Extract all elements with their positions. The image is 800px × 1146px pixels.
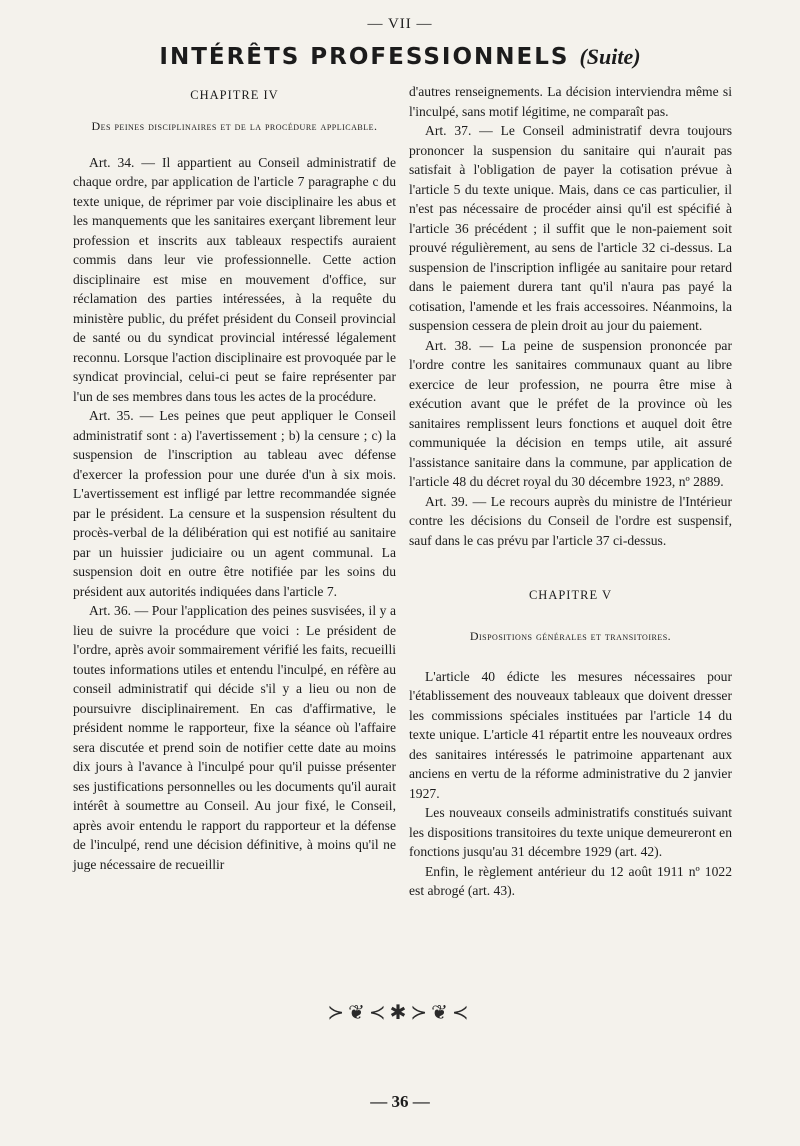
article-37: Art. 37. — Le Conseil administratif devra toujours prononcer la suspension du sanitaire qui n'aurait pas satisfait à l'obligation de payer la cotisation prévue à l'article 5 du texte unique. Mais, dans ce cas particulier, il n'est pas nécessaire de procéder ainsi qu'il est spécifié à l'article 36 précédent ; il suffit que le non-paiement soit prouvé régulièrement, au sens de l'article 32 ci-dessus. La suspension de l'inscription infligée au sanitaire pour retard dans le paiement durera tant qu'il n'aura pas payé la cotisation, l'amende et les frais accessoires. Néanmoins, la suspension cessera de plein droit au jour du paiement. <box>409 123 732 333</box>
article-42: Les nouveaux conseils administratifs constitués suivant les dispositions transitoires du texte unique demeureront en fonctions jusqu'au 31 décembre 1929 (art. 42). <box>409 805 732 859</box>
chapter-v-subhead: Dispositions générales et transitoires. <box>469 628 672 643</box>
page-roman-numeral: — VII — <box>367 16 433 32</box>
page-title <box>0 44 800 70</box>
article-39: Art. 39. — Le recours auprès du ministre de l'Intérieur contre les décisions du Conseil de l'ordre est suspensif, sauf dans le cas prévu par l'article 37 ci-dessus. <box>409 493 732 548</box>
article-36-continued: d'autres renseignements. La décision interviendra même si l'inculpé, sans motif légitime, ne comparaît pas. <box>409 84 732 119</box>
article-34: Art. 34. — Il appartient au Conseil administratif de chaque ordre, par application de l'article 7 paragraphe c du texte unique, de réprimer par voie disciplinaire les abus et les manquements que les sanitaires exerçant librement leur profession et inscrits aux tableaux respectifs auraient commis dans leur vie professionnelle. Cette action disciplinaire est mise en mouvement d'office, sur réclamation des parties intéressées, à la requête du ministère public, du préfet président du Conseil provincial de santé ou du syndicat provincial intéressé légalement reconnu. Lorsque l'action disciplinaire est provoquée par le syndicat provincial, celui-ci peut se faire représenter par l'un de ses membres dans tous les actes de la procédure. <box>73 154 396 404</box>
article-35: Art. 35. — Les peines que peut appliquer le Conseil administratif sont : a) l'avertissement ; b) la censure ; c) la suspension de l'inscription au tableau avec défense d'exercer la profession pour une durée d'un à six mois. L'avertissement est infligé par lettre recommandée signée par le président. La censure et la suspension résultent du procès-verbal de la délibération qui est notifié au sanitaire par un huissier judiciaire ou un agent communal. La suspension doit en outre être notifiée par les soins du président aux autorités indiquées dans l'article 7. <box>73 408 396 599</box>
article-40-41: L'article 40 édicte les mesures nécessaires pour l'établissement des nouveaux tableaux que doivent dresser les commissions spéciales instituées par l'article 14 du texte unique. L'article 41 répartit entre les nouveaux ordres des sanitaires intéressés le patrimoine appartenant aux anciens en vertu de la réforme administrative du 2 janvier 1927. <box>409 668 732 801</box>
title-text: INTÉRÊTS PROFESSIONNELS <box>159 44 570 70</box>
ornament-divider: ≻❦≺✱≻❦≺ <box>327 1002 473 1024</box>
chapter-iv-heading: CHAPITRE IV <box>190 88 279 102</box>
article-43: Enfin, le règlement antérieur du 12 août 1911 nº 1022 est abrogé (art. 43). <box>409 863 732 898</box>
article-38: Art. 38. — La peine de suspension prononcée par l'ordre contre les sanitaires communaux quant au libre exercice de leur profession, ne pourra être mise à exécution avant que le préfet de la province où les sanitaires remplissent leurs fonctions et auquel doit être communiquée la décision en temps utile, ait assuré l'assistance sanitaire dans la commune, par application de l'article 48 du décret royal du 30 décembre 1923, nº 2889. <box>409 337 732 489</box>
right-column <box>409 82 732 901</box>
title-suite: (Suite) <box>579 44 641 69</box>
chapter-v-heading: CHAPITRE V <box>528 588 613 602</box>
left-column <box>73 82 396 874</box>
chapter-iv-subhead: Des peines disciplinaires et de la procédure applicable. <box>91 118 378 133</box>
page-number: — 36 — <box>370 1092 430 1111</box>
article-36: Art. 36. — Pour l'application des peines susvisées, il y a lieu de suivre la procédure que voici : Le président de l'ordre, après avoir sommairement vérifié les faits, recueilli toutes informations utiles et entendu l'inculpé, en réfère au conseil administratif qui décide s'il y a lieu ou non de poursuivre disciplinairement. En cas d'affirmative, le président nomme le rapporteur, fixe la séance où l'affaire sera discutée et prend soin de notifier cette date au moins dix jours à l'avance à l'inculpé pour qu'il puisse présenter ses justifications personnelles ou les documents qu'il aurait intérêt à soumettre au Conseil. Au jour fixé, le Conseil, après avoir entendu le rapport du rapporteur et la défense de l'inculpé, rend une décision définitive, à moins qu'il ne juge nécessaire de recueillir <box>73 603 396 872</box>
